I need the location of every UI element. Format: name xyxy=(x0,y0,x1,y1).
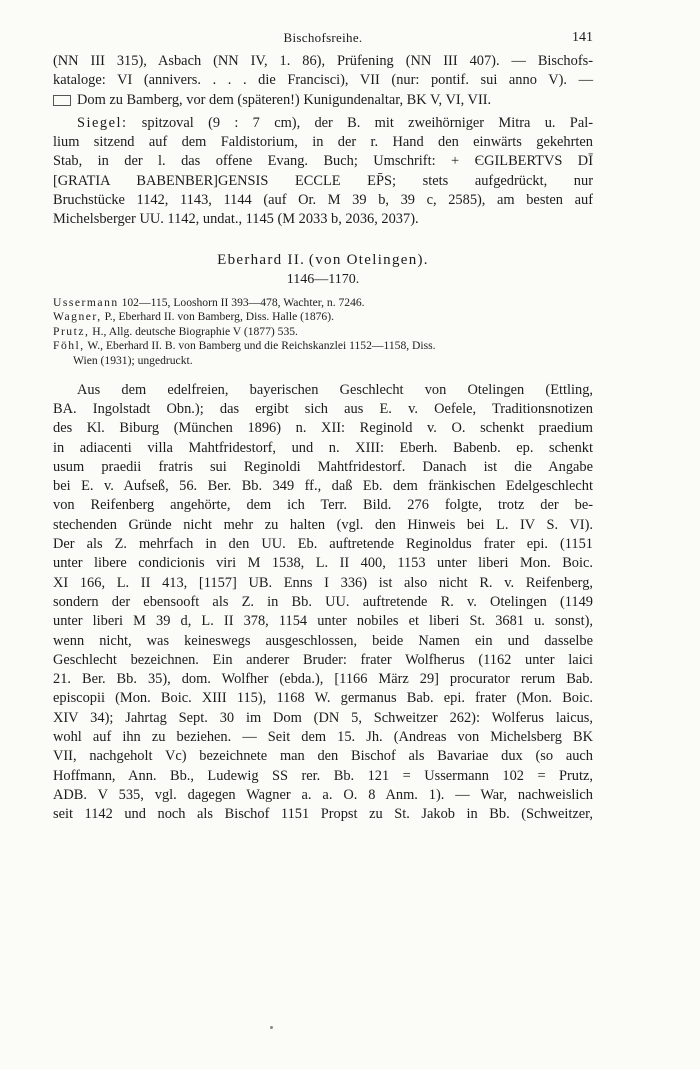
text-line: 21. Ber. Bb. 35), dom. Wolfher (ebda.), [1166 März 29] procurator rerum Bab. xyxy=(53,671,593,688)
text-line: episcopii (Mon. Boic. XIII 115), 1168 W. germanus Bab. epi. frater (Mon. Boic. xyxy=(53,690,593,707)
text-line: Hoffmann, Ann. Bb., Ludewig SS rer. Bb. 121 = Ussermann 102 = Prutz, xyxy=(53,767,593,784)
document-page xyxy=(53,30,593,824)
literature-author: Föhl, xyxy=(53,339,85,353)
text-line: von Reifenberg angehörte, dem ich Terr. Bild. 276 folgte, trotz der be- xyxy=(53,497,593,514)
paragraph-body xyxy=(53,381,593,825)
text-line: des Kl. Biburg (München 1896) n. XII: Reginold v. O. schenkt praedium xyxy=(53,420,593,437)
literature-entry xyxy=(53,339,593,354)
text-line: stechenden Gründe nicht mehr zu halten (vgl. den Hinweis bei L. IV S. VI). xyxy=(53,516,593,533)
text-line: unter libere condicionis viri M 1538, L. II 400, 1153 unter liberi Mon. Boic. xyxy=(53,555,593,572)
literature-author: Wagner, xyxy=(53,310,102,324)
section-heading xyxy=(53,250,593,270)
literature-entry-continuation: Wien (1931); ungedruckt. xyxy=(73,354,193,368)
literature-rest: 102—115, Looshorn II 393—478, Wachter, n. 7246. xyxy=(121,295,365,309)
header-title: Bischofsreihe. xyxy=(283,30,363,45)
text-line: ADB. V 535, vgl. dagegen Wagner a. a. O. 8 Anm. 1). — War, nachweislich xyxy=(53,786,593,803)
literature-entry xyxy=(53,296,593,311)
literature-author: Prutz, xyxy=(53,324,90,338)
stray-mark xyxy=(270,1026,273,1029)
text-line: VII, nachgeholt Vc) bezeichnete man den Bischof als Bavariae dux (so auch xyxy=(53,748,593,765)
paragraph-sources xyxy=(53,52,593,110)
text-line: (NN III 315), Asbach (NN IV, 1. 86), Prüfening (NN III 407). — Bischofs- xyxy=(53,53,593,69)
text-line: XIV 34); Jahrtag Sept. 30 im Dom (DN 5, Schweitzer 262): Wolferus laicus, xyxy=(53,709,593,726)
text-line-content: Dom zu Bamberg, vor dem (späteren!) Kunigundenaltar, BK V, VI, VII. xyxy=(77,91,492,108)
text-line: Geschlecht bezeichnen. Ein anderer Bruder: frater Wolfherus (1162 unter laici xyxy=(53,651,593,668)
text-line: kataloge: VI (annivers. . . . die Francisci), VII (nur: pontif. sui anno V). — xyxy=(53,72,593,89)
literature-entry xyxy=(53,325,593,340)
text-line: wenn nicht, was keineswegs ausgeschlossen, beide Namen ein und dasselbe xyxy=(53,632,593,649)
text-line: Aus dem edelfreien, bayerischen Geschlecht von Otelingen (Ettling, xyxy=(77,381,593,398)
text-line: seit 1142 und noch als Bischof 1151 Propst zu St. Jakob in Bb. (Schweitzer, xyxy=(53,806,593,823)
literature-list xyxy=(53,296,593,369)
literature-rest: H., Allg. deutsche Biographie V (1877) 535. xyxy=(92,324,298,338)
section-years: 1146—1170. xyxy=(286,271,360,287)
text-line: BA. Ingolstadt Obn.); das ergibt sich aus E. v. Oefele, Traditionsnotizen xyxy=(53,400,593,417)
text-line: [GRATIA BABENBER]GENSIS ECCLE EP̄S; stets aufgedrückt, nur xyxy=(53,172,593,189)
text-line: Der als Z. mehrfach in den UU. Eb. auftretende Reginoldus frater epi. (1151 xyxy=(53,536,593,553)
text-line: in adiacenti villa Mahtfridestorf, und n. XIII: Eberh. Babenb. ep. schenkt xyxy=(53,439,593,456)
paragraph-seal xyxy=(53,114,593,230)
literature-author: Ussermann xyxy=(53,295,119,309)
text-line: sondern der ebensooft als Z. in Bb. UU. auftretende R. v. Otelingen (1149 xyxy=(53,593,593,610)
bishop-subtitle: (von Otelingen). xyxy=(308,251,429,268)
text-line: usum praedii fratris sui Reginoldi Mahtfridestorf. Danach ist die Angabe xyxy=(53,458,593,475)
text-line: Stab, in der l. das offene Evang. Buch; Umschrift: + ЄGILBERTVS DĪ xyxy=(53,153,593,170)
placeholder-box-icon xyxy=(53,95,71,106)
text-line: Bruchstücke 1142, 1143, 1144 (auf Or. M 39 b, 39 c, 2585), am besten auf xyxy=(53,192,593,209)
text-line: wohl auf ihn zu beziehen. — Seit dem 15. Jh. (Andreas von Michelsberg BK xyxy=(53,728,593,745)
text-line xyxy=(53,91,593,110)
literature-rest: P., Eberhard II. von Bamberg, Diss. Halle (1876). xyxy=(104,310,334,324)
seal-label: Siegel: xyxy=(77,114,128,131)
text-line: XI 166, L. II 413, [1157] UB. Enns I 336) ist also nicht R. v. Reifenberg, xyxy=(53,574,593,591)
text-line: bei E. v. Aufseß, 56. Ber. Bb. 349 ff., daß Eb. dem fränkischen Edelgeschlecht xyxy=(53,478,593,495)
text-line: Michelsberger UU. 1142, undat., 1145 (M 2033 b, 2036, 2037). xyxy=(53,211,419,228)
literature-rest: W., Eberhard II. B. von Bamberg und die Reichskanzlei 1152—1158, Diss. xyxy=(87,339,436,353)
running-header xyxy=(53,30,593,52)
page-number: 141 xyxy=(572,30,593,45)
text-line: unter liberi M 39 d, L. II 378, 1154 unter nobiles et liberi St. 3681 u. sonst), xyxy=(53,613,593,630)
bishop-name: Eberhard II. xyxy=(217,251,306,268)
text-line xyxy=(53,114,593,133)
literature-entry xyxy=(53,310,593,325)
text-line-content: spitzoval (9 : 7 cm), der B. mit zweihörniger Mitra u. Pal- xyxy=(141,114,593,131)
text-line: lium sitzend auf dem Faldistorium, in der r. Hand den einwärts gekehrten xyxy=(53,134,593,151)
